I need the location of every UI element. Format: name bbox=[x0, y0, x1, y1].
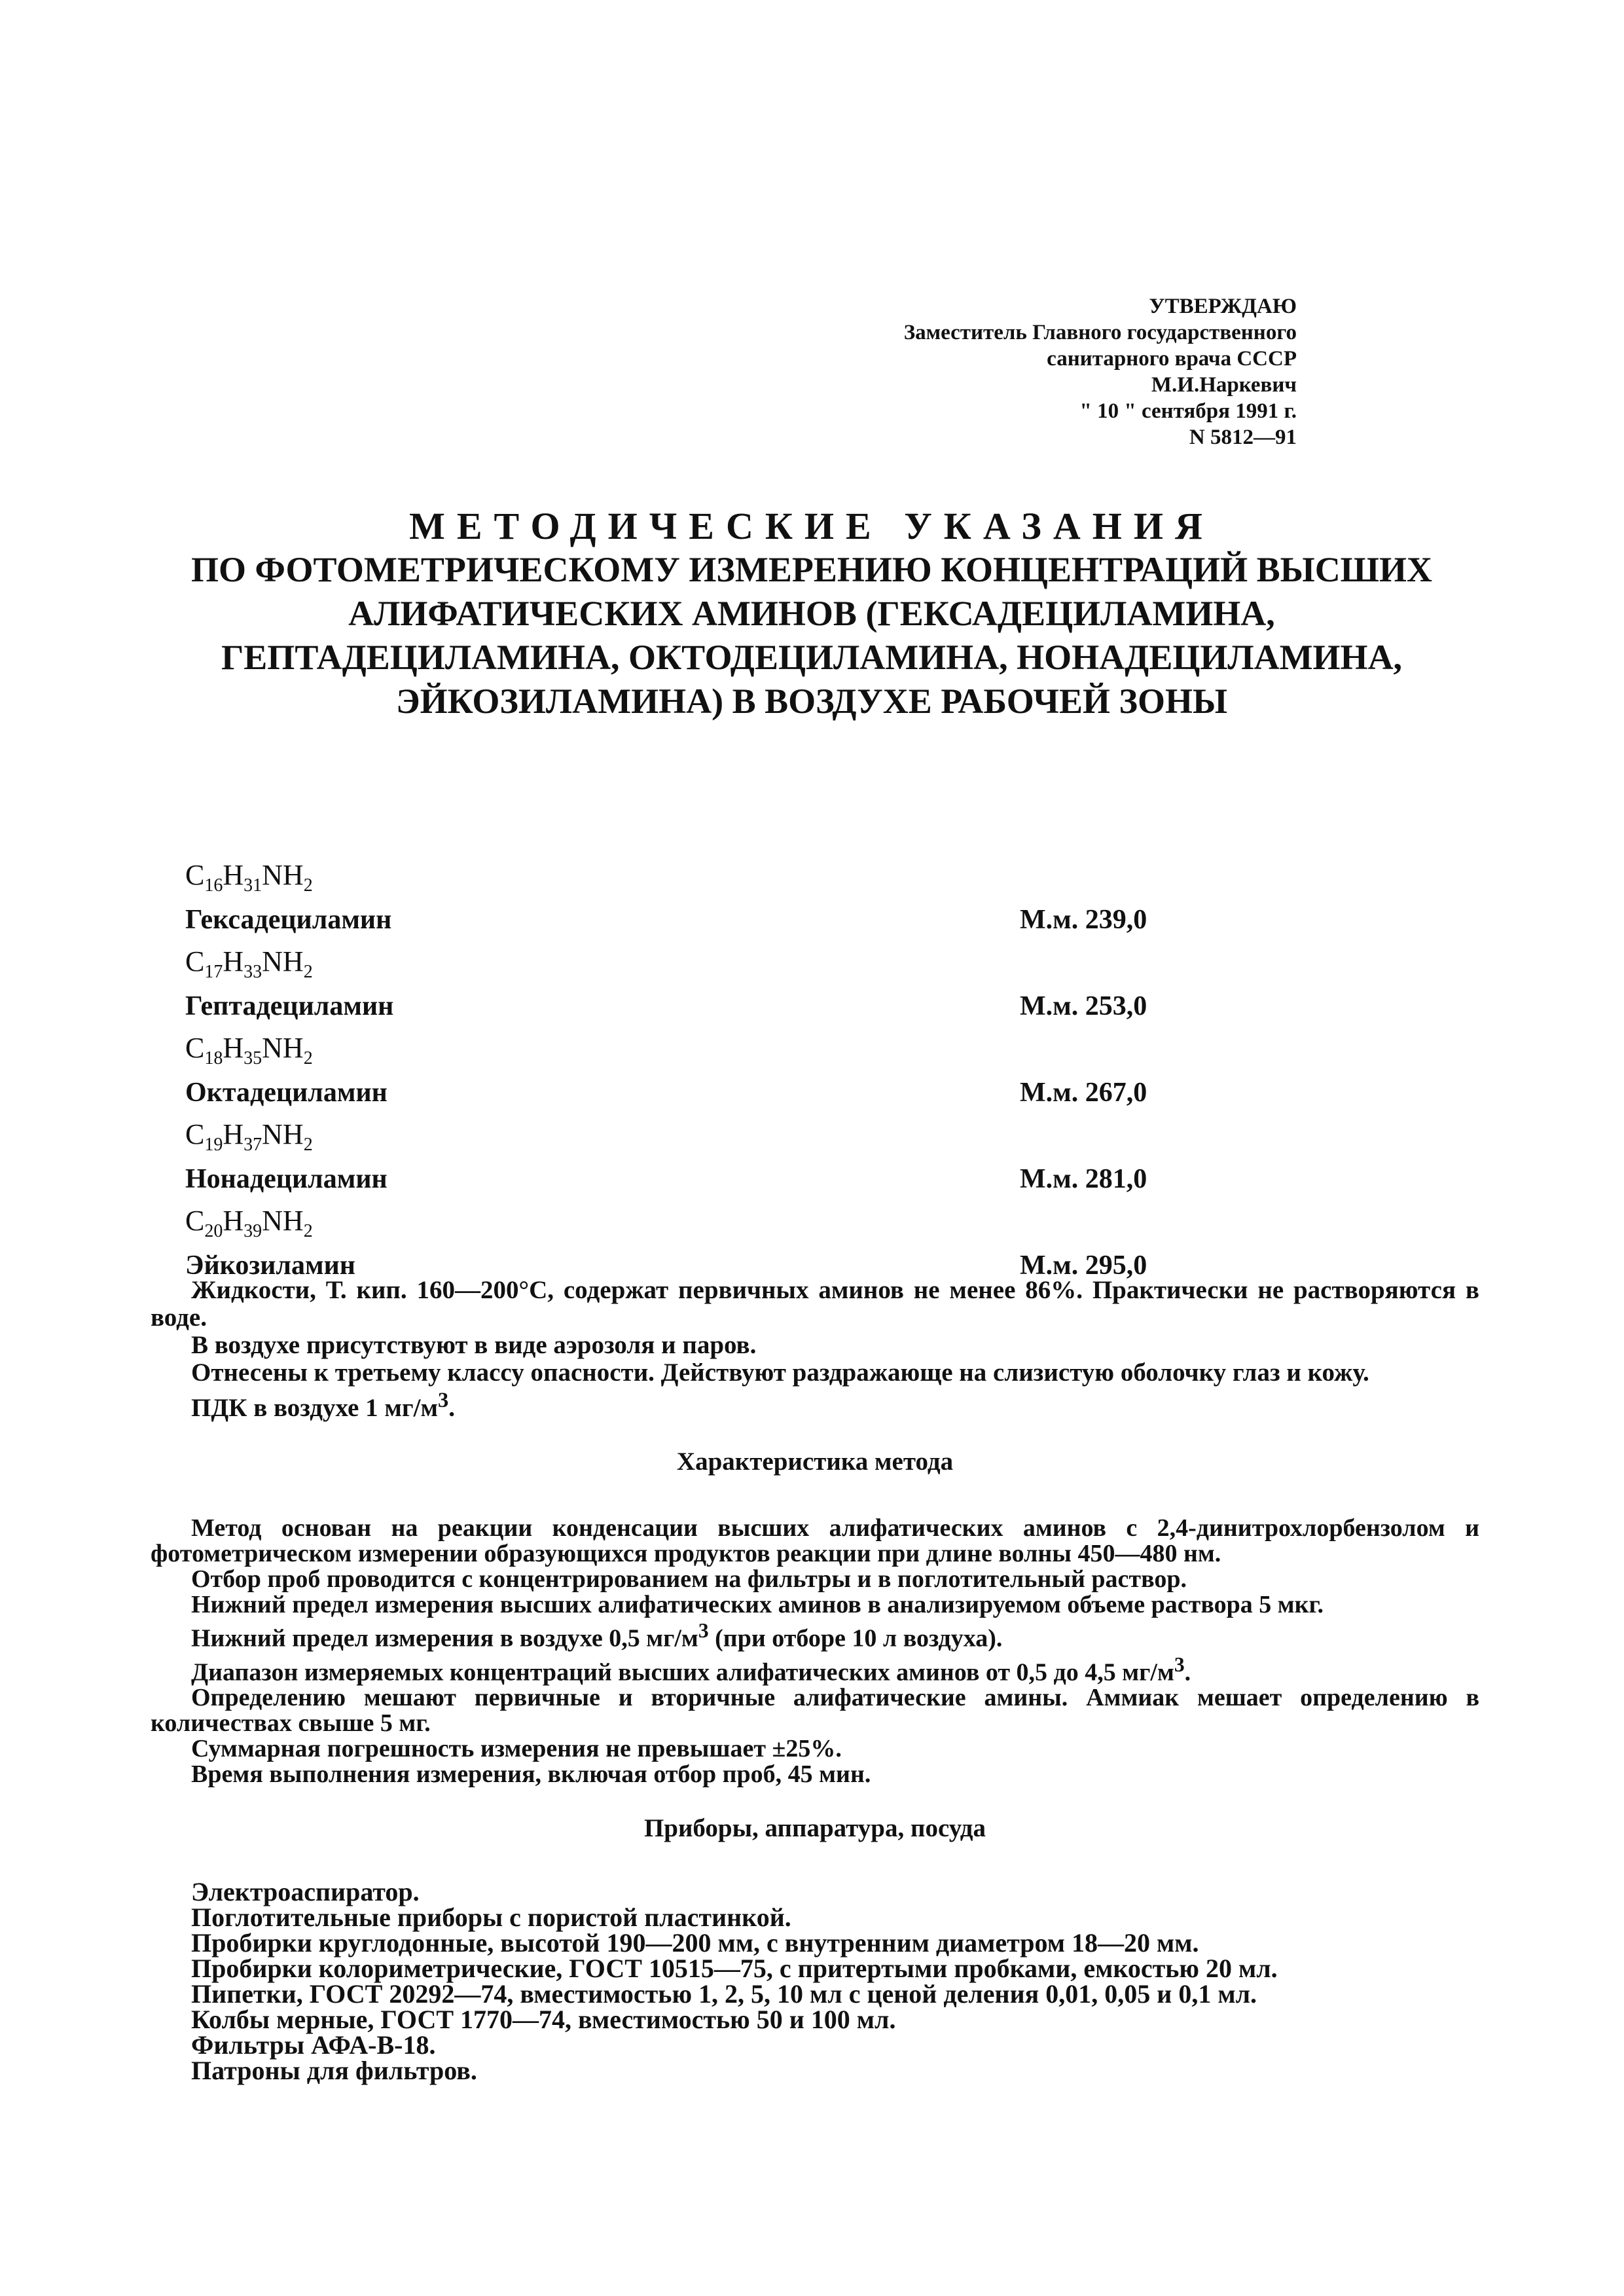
instrument-item: Пробирки круглодонные, высотой 190—200 мм, с внутренним диаметром 18—20 мм. bbox=[191, 1928, 1199, 1958]
title-line: ГЕПТАДЕЦИЛАМИНА, ОКТОДЕЦИЛАМИНА, НОНАДЕЦИЛАМИНА, bbox=[221, 638, 1403, 677]
method-section bbox=[151, 1516, 1479, 1787]
instrument-item: Пробирки колориметрические, ГОСТ 10515—75, с притертыми пробками, емкостью 20 мл. bbox=[191, 1954, 1278, 1983]
title-main: МЕТОДИЧЕСКИЕ УКАЗАНИЯ bbox=[409, 505, 1214, 547]
properties-paragraph: Отнесены к третьему классу опасности. Действуют раздражающе на слизистую оболочку глаз и кожу. bbox=[191, 1358, 1369, 1387]
method-paragraph: Суммарная погрешность измерения не превышает ±25%. bbox=[191, 1735, 842, 1763]
instrument-item: Электроаспиратор. bbox=[191, 1877, 420, 1906]
chemical-formula: $C_{19}H_{37}NH_2$ bbox=[185, 1118, 313, 1155]
method-paragraph: Нижний предел измерения высших алифатических аминов в анализируемом объеме раствора 5 мкг. bbox=[191, 1591, 1324, 1618]
compounds-list bbox=[185, 854, 1167, 1286]
molecular-mass: М.м. 267,0 bbox=[1020, 1078, 1147, 1108]
compound-name: Гексадециламин bbox=[185, 905, 392, 935]
instrument-item: Фильтры АФА-В-18. bbox=[191, 2030, 436, 2060]
compound-name: Октадециламин bbox=[185, 1078, 388, 1108]
approval-block bbox=[708, 293, 1297, 450]
compound-item bbox=[185, 1114, 1167, 1200]
method-paragraph: Время выполнения измерения, включая отбор проб, 45 мин. bbox=[191, 1760, 871, 1789]
document-title bbox=[137, 504, 1486, 723]
instrument-item: Патроны для фильтров. bbox=[191, 2056, 477, 2085]
chemical-formula: $C_{18}H_{35}NH_2$ bbox=[185, 1032, 313, 1068]
title-line: ЭЙКОЗИЛАМИНА) В ВОЗДУХЕ РАБОЧЕЙ ЗОНЫ bbox=[395, 682, 1228, 721]
compound-name: Нонадециламин bbox=[185, 1164, 388, 1194]
method-heading: Характеристика метода bbox=[676, 1448, 954, 1476]
molecular-mass: М.м. 281,0 bbox=[1020, 1164, 1147, 1194]
molecular-mass: М.м. 253,0 bbox=[1020, 991, 1147, 1021]
approval-number: N 5812—91 bbox=[1189, 426, 1297, 449]
chemical-formula: $C_{17}H_{33}NH_2$ bbox=[185, 945, 313, 982]
compound-item bbox=[185, 1027, 1167, 1114]
properties-paragraph: Жидкости, Т. кип. 160—200°С, содержат первичных аминов не менее 86%. Практически не растворяются в воде. bbox=[151, 1276, 1479, 1332]
compound-item bbox=[185, 1200, 1167, 1286]
method-paragraph: Определению мешают первичные и вторичные алифатические амины. Аммиак мешает определению в количествах свыше 5 мг. bbox=[151, 1684, 1479, 1738]
properties-paragraph: В воздухе присутствуют в виде аэрозоля и паров. bbox=[191, 1331, 757, 1359]
method-paragraph: Диапазон измеряемых концентраций высших алифатических аминов от 0,5 до 4,5 $мг/м^3$. bbox=[191, 1652, 1191, 1686]
properties-section bbox=[151, 1277, 1479, 1422]
chemical-formula: $C_{20}H_{39}NH_2$ bbox=[185, 1205, 313, 1241]
title-line: ПО ФОТОМЕТРИЧЕСКОМУ ИЗМЕРЕНИЮ КОНЦЕНТРАЦИЙ ВЫСШИХ bbox=[191, 550, 1432, 589]
approval-position-cont: санитарного врача СССР bbox=[1047, 347, 1297, 371]
approval-title: УТВЕРЖДАЮ bbox=[1149, 295, 1297, 318]
molecular-mass: М.м. 239,0 bbox=[1020, 905, 1147, 935]
approval-date: " 10 " сентября 1991 г. bbox=[1079, 399, 1297, 423]
instruments-list bbox=[191, 1879, 1520, 2083]
compound-name: Эйкозиламин bbox=[185, 1250, 355, 1281]
approval-position: Заместитель Главного государственного bbox=[903, 321, 1297, 344]
method-paragraph: Метод основан на реакции конденсации высших алифатических аминов с 2,4-динитрохлорбензолом и фотометрическом измерении образующихся продуктов реакции при длине волны 450—480 нм. bbox=[151, 1514, 1479, 1567]
instrument-item: Поглотительные приборы с пористой пластинкой. bbox=[191, 1903, 791, 1932]
instrument-item: Колбы мерные, ГОСТ 1770—74, вместимостью 50 и 100 мл. bbox=[191, 2005, 896, 2034]
instrument-item: Пипетки, ГОСТ 20292—74, вместимостью 1, 2, 5, 10 мл с ценой деления 0,01, 0,05 и 0,1 мл. bbox=[191, 1979, 1257, 2009]
instruments-heading: Приборы, аппаратура, посуда bbox=[643, 1814, 986, 1842]
pdk-paragraph: ПДК в воздухе 1 $мг/м^3$. bbox=[191, 1389, 456, 1422]
approval-name: М.И.Наркевич bbox=[1151, 373, 1297, 397]
chemical-formula: $C_{16}H_{31}NH_2$ bbox=[185, 859, 313, 896]
compound-item bbox=[185, 941, 1167, 1027]
compound-name: Гептадециламин bbox=[185, 991, 394, 1021]
method-paragraph: Отбор проб проводится с концентрированием на фильтры и в поглотительный раствор. bbox=[191, 1565, 1187, 1593]
molecular-mass: М.м. 295,0 bbox=[1020, 1250, 1147, 1281]
compound-item bbox=[185, 854, 1167, 941]
title-line: АЛИФАТИЧЕСКИХ АМИНОВ (ГЕКСАДЕЦИЛАМИНА, bbox=[348, 594, 1275, 633]
method-paragraph: Нижний предел измерения в воздухе 0,5 $мг/м^3$ (при отборе 10 л воздуха). bbox=[191, 1619, 1003, 1652]
